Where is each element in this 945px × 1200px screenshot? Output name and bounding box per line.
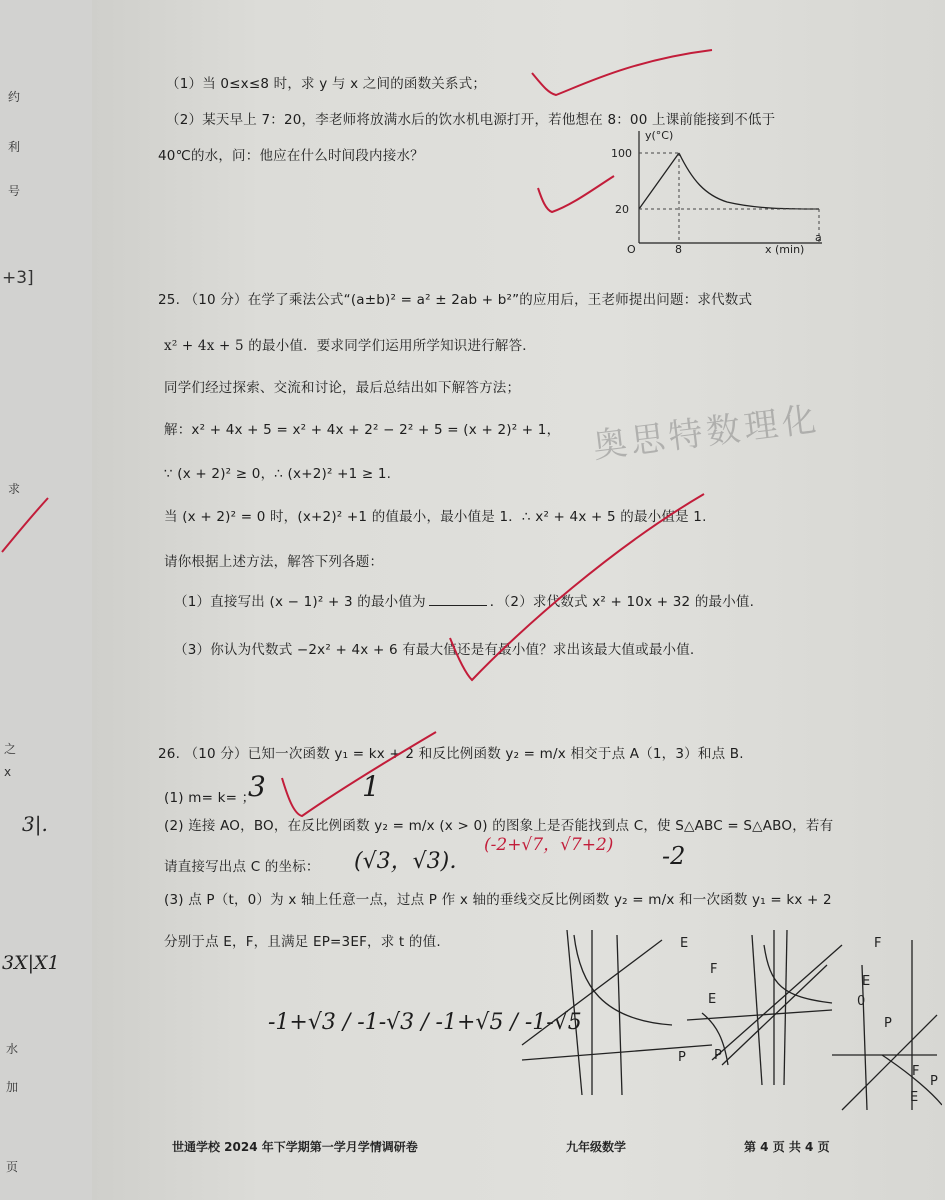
q26-title: 26. （10 分）已知一次函数 y₁ = kx + 2 和反比例函数 y₂ = m/x 相交于点 A（1，3）和点 B. <box>158 746 744 762</box>
q25-line4: 解：x² + 4x + 5 = x² + 4x + 2² − 2² + 5 = (x + 2)² + 1， <box>164 422 561 438</box>
q26-sub3-line2: 分别于点 E，F，且满足 EP=3EF，求 t 的值. <box>164 934 441 950</box>
red-correction: (-2+√7，√7+2) <box>484 835 614 855</box>
left-handwriting: 3X|X1 <box>2 952 60 974</box>
left-margin-char: x <box>4 765 12 779</box>
svg-text:E: E <box>862 974 871 989</box>
svg-text:P: P <box>930 1074 938 1089</box>
left-margin-char: +3] <box>2 268 34 288</box>
q25-line2: x² + 4x + 5 的最小值．要求同学们运用所学知识进行解答． <box>164 338 536 354</box>
x-tick-label: 8 <box>675 243 682 255</box>
handwritten-answer: (√3，√3)． <box>354 849 472 874</box>
left-handwriting: 3|. <box>22 812 48 836</box>
x-tick-label: O <box>627 243 636 255</box>
x-axis-label: x (min) <box>765 243 805 255</box>
svg-text:0: 0 <box>857 994 866 1009</box>
exam-sheet <box>92 0 945 1200</box>
heating-line <box>639 153 679 209</box>
y-tick-label: 20 <box>615 203 629 216</box>
q25-sub2-text: ．（2）求代数式 x² + 10x + 32 的最小值. <box>489 594 755 610</box>
red-check-mark <box>522 45 722 105</box>
left-margin-char: 约 <box>8 90 21 104</box>
q26-sub3-line1: (3) 点 P（t，0）为 x 轴上任意一点，过点 P 作 x 轴的垂线交反比例函数 y₂ = m/x 和一次函数 y₁ = kx + 2 <box>164 892 832 908</box>
x-tick-label: a <box>815 231 822 244</box>
svg-text:F: F <box>912 1064 920 1079</box>
watermark: 奥思特数理化 <box>590 399 823 467</box>
red-check-mark <box>272 728 442 828</box>
left-margin-char: 利 <box>8 140 21 154</box>
svg-text:P: P <box>714 1048 722 1063</box>
student-sketches <box>512 925 942 1115</box>
svg-text:E: E <box>680 936 689 951</box>
footer-grade: 九年级数学 <box>566 1140 627 1154</box>
y-axis-label: y(°C) <box>645 129 674 142</box>
left-margin-char: 号 <box>8 184 21 198</box>
cooling-curve <box>679 153 819 209</box>
footer-page: 第 4 页 共 4 页 <box>744 1140 830 1154</box>
q25-title: 25. （10 分）在学了乘法公式“(a±b)² = a² ± 2ab + b²”的应用后，王老师提出问题：求代数式 <box>158 292 753 308</box>
q24-part1: （1）当 0≤x≤8 时，求 y 与 x 之间的函数关系式； <box>166 76 487 92</box>
left-margin-char: 之 <box>4 742 17 756</box>
q25-sub3: （3）你认为代数式 −2x² + 4x + 6 有最大值还是有最小值？求出该最大值或最小值. <box>174 642 695 658</box>
q26-sub2-line1: (2) 连接 AO，BO，在反比例函数 y₂ = m/x (x > 0) 的图象上是否能找到点 C，使 S△ABC = S△ABO，若有 <box>164 818 834 834</box>
handwritten-final-answer: -1+√3 / -1-√3 / -1+√5 / -1-√5 <box>268 1010 582 1035</box>
left-margin-char: 求 <box>8 482 21 496</box>
red-check-mark <box>0 490 60 560</box>
svg-text:F: F <box>710 962 718 977</box>
q25-line3: 同学们经过探索、交流和讨论，最后总结出如下解答方法； <box>164 380 521 396</box>
handwritten-answer-k: 1 <box>362 770 380 803</box>
left-margin-char: 加 <box>6 1080 19 1094</box>
q25-sub1-text: （1）直接写出 (x − 1)² + 3 的最小值为 <box>174 594 426 610</box>
svg-text:E: E <box>708 992 717 1007</box>
temperature-graph <box>597 125 837 255</box>
q25-line5: ∵ (x + 2)² ≥ 0，∴ (x+2)² +1 ≥ 1. <box>164 466 392 482</box>
q26-sub1: (1) m= k= ； <box>164 790 256 806</box>
left-margin-char: 页 <box>6 1160 19 1174</box>
red-check-mark <box>432 488 712 698</box>
footer-school: 世通学校 2024 年下学期第一学月学情调研卷 <box>172 1140 418 1154</box>
svg-text:P: P <box>678 1050 686 1065</box>
svg-text:E: E <box>910 1090 919 1105</box>
q25-line6: 当 (x + 2)² = 0 时，(x+2)² +1 的值最小，最小值是 1．∴ x² + 4x + 5 的最小值是 1. <box>164 509 707 525</box>
y-tick-label: 100 <box>611 147 632 160</box>
left-margin-char: 水 <box>6 1042 19 1056</box>
q24-part2-line2: 40℃的水，问：他应在什么时间段内接水？ <box>158 148 424 164</box>
svg-text:F: F <box>874 936 882 951</box>
svg-text:P: P <box>884 1016 892 1031</box>
handwritten-answer: -2 <box>662 842 686 870</box>
q24-part2-line1: （2）某天早上 7：20，李老师将放满水后的饮水机电源打开，若他想在 8：00 上课前能接到不低于 <box>166 112 776 128</box>
q25-line7: 请你根据上述方法，解答下列各题： <box>164 554 384 570</box>
q26-sub2-line2: 请直接写出点 C 的坐标： <box>164 859 320 875</box>
left-page-edge <box>0 0 94 1200</box>
handwritten-answer-m: 3 <box>248 770 266 803</box>
